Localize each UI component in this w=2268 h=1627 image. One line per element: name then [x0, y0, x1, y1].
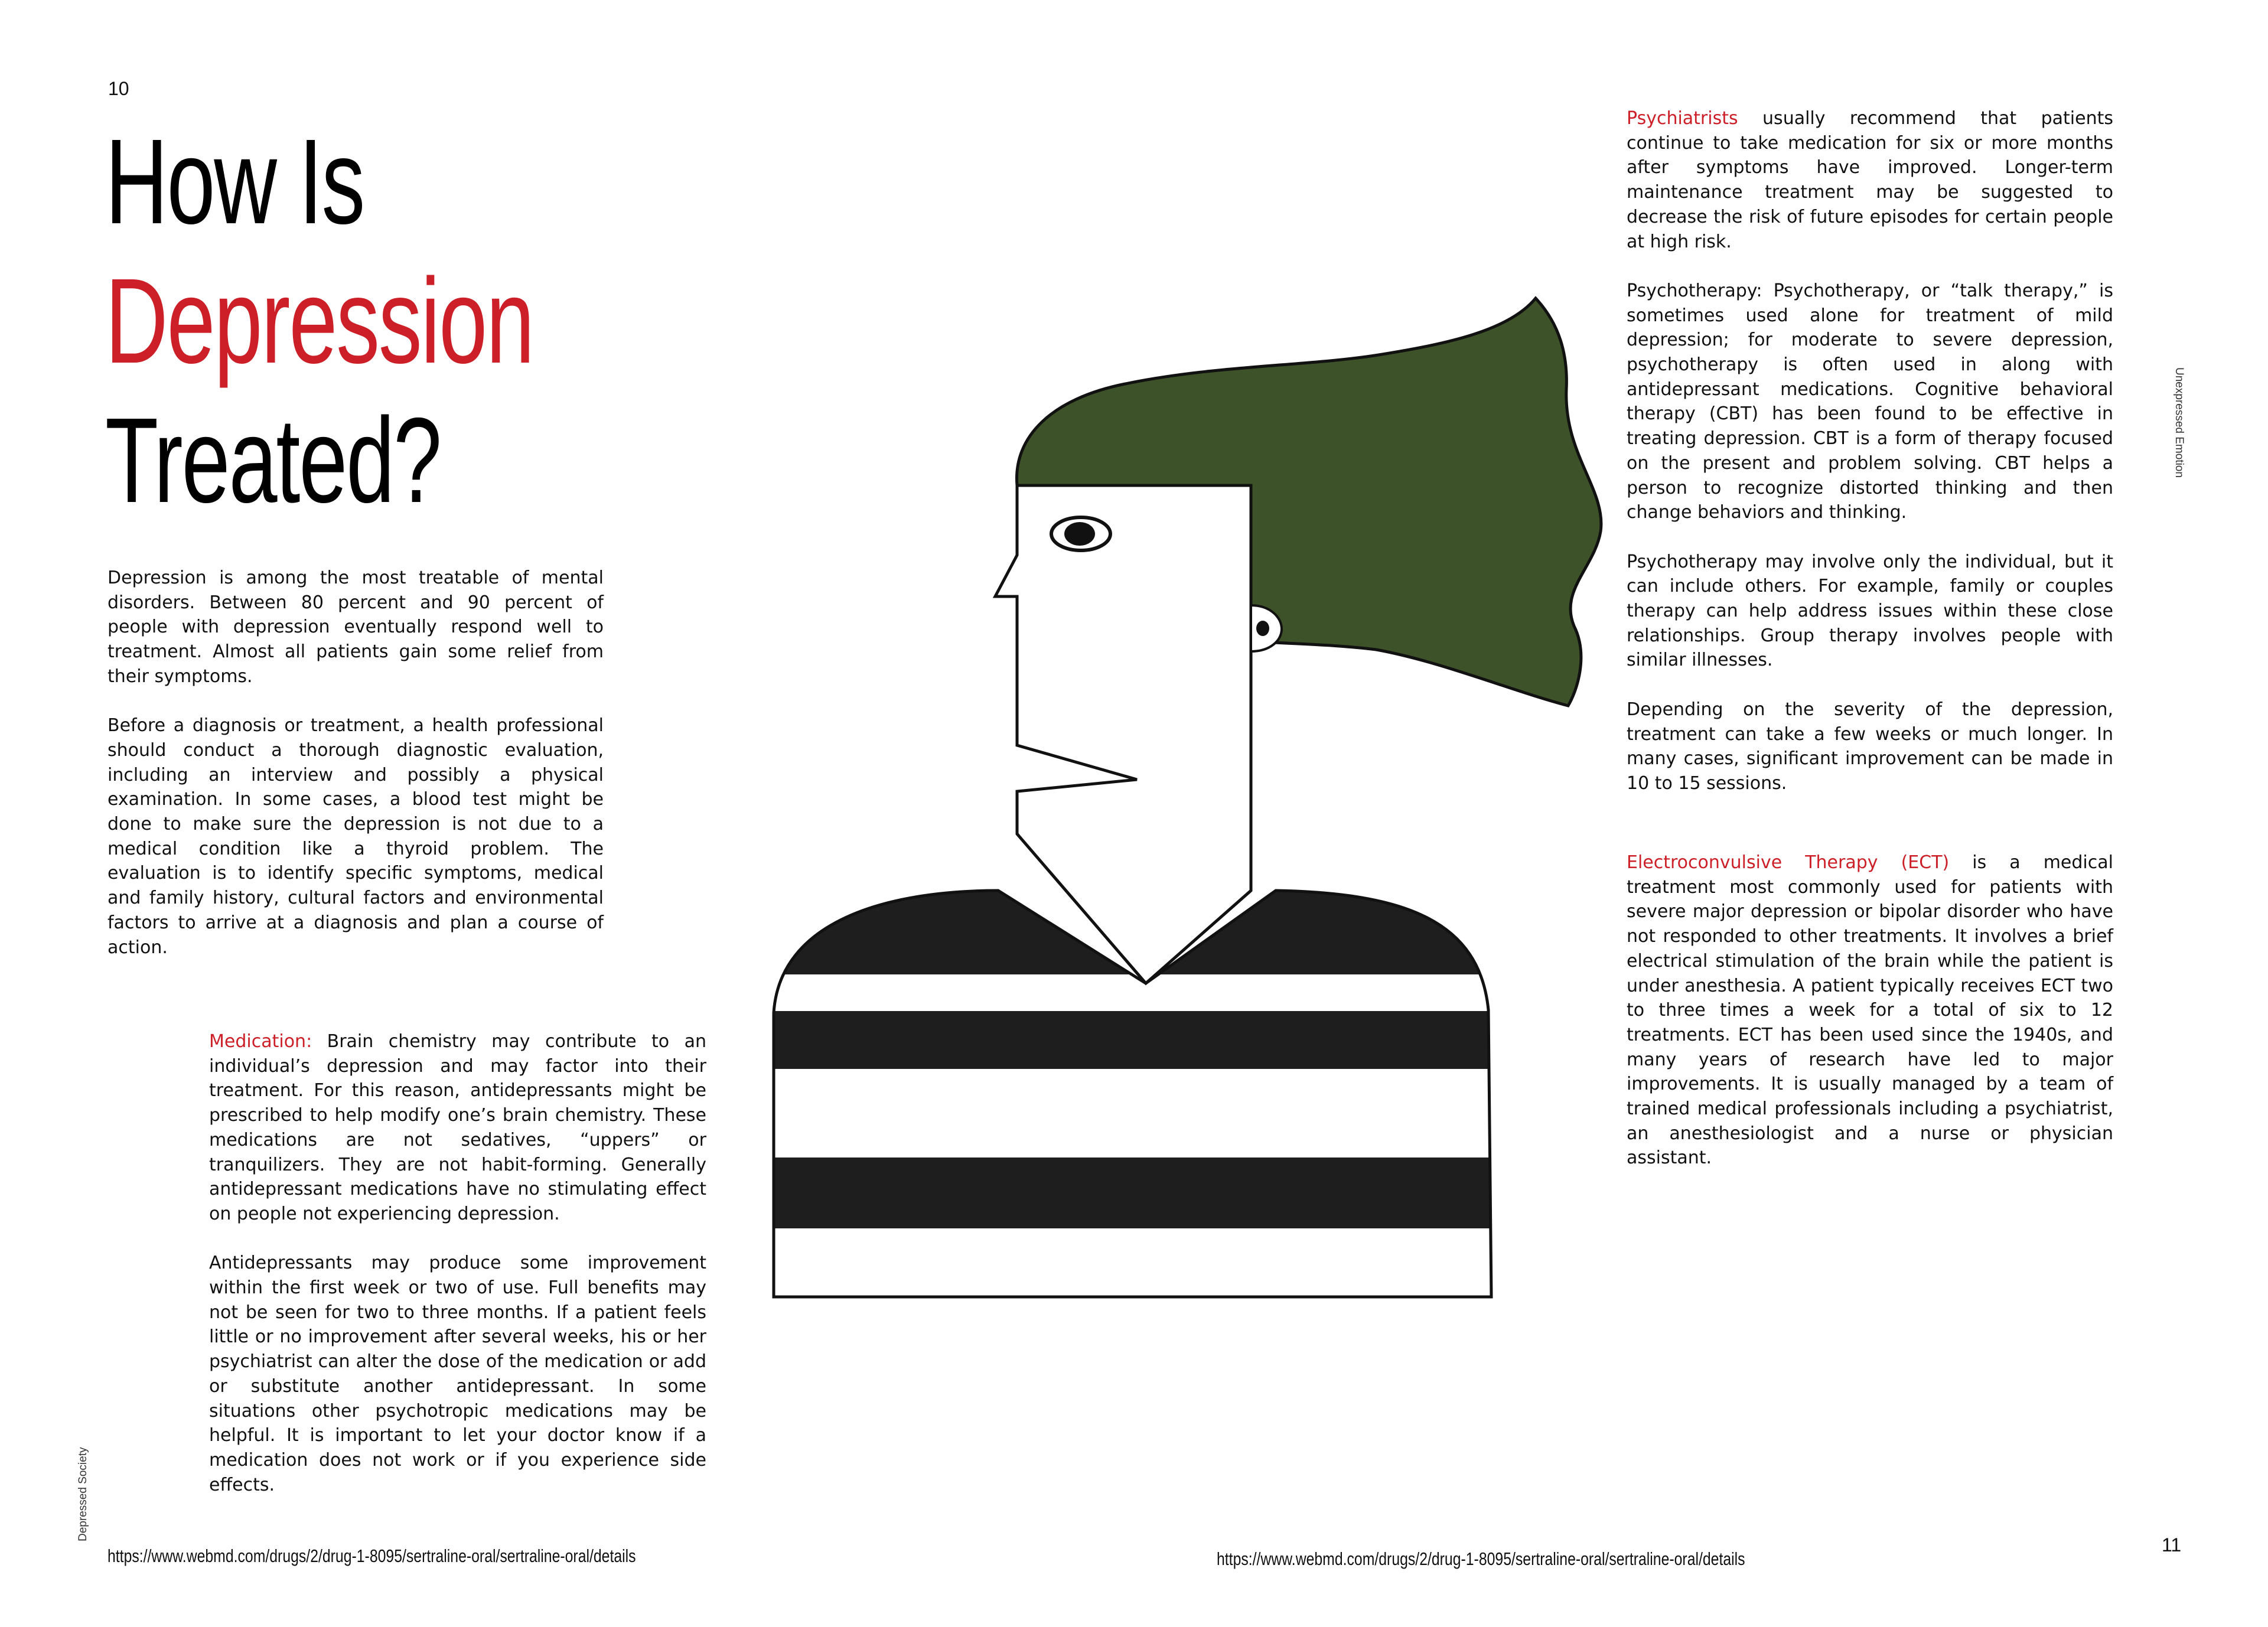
psychotherapy-paragraph: Psychotherapy: Psychotherapy, or “talk therapy,” is sometimes used alone for treatment of mild depression; for moderate to severe depression, psychotherapy is often used in along with antidepressant medications. Cognitive behavioral therapy (CBT) has been found to be effective in treating depression. CBT is a form of therapy focused on the present and problem solving. CBT helps a person to recognize distorted thinking and then change behaviors and thinking. [1627, 280, 2113, 523]
psychiatrists-text-1: usually recommend that patients continue to take medication for six or more months after symptoms have improved. Longer-term maintenance treatment may be suggested to decrease the risk of future episodes for certain people at high risk. [1627, 108, 2113, 252]
source-url-right[interactable]: https://www.webmd.com/drugs/2/drug-1-8095/sertraline-oral/sertraline-oral/details [1217, 1548, 1745, 1569]
shirt-stripe-1 [768, 886, 1500, 974]
face [995, 485, 1251, 983]
medication-paragraph-2: Antidepressants may produce some improvement within the first week or two of use. Full benefits may not be seen for two to three months. If a patient feels little or no improvement after several weeks, his or her psychiatrist can alter the dose of the medication or add or substitute another antidepressant. In some situations other psychotropic medications may be helpful. It is important to let your doctor know if a medication does not work or if you experience side effects. [209, 1253, 706, 1495]
page-title [105, 112, 533, 530]
title-line-3: Treated? [105, 393, 441, 528]
source-url-left[interactable]: https://www.webmd.com/drugs/2/drug-1-8095/sertraline-oral/sertraline-oral/details [107, 1546, 636, 1566]
ect-section [1627, 850, 2113, 1195]
ear [1251, 605, 1282, 651]
medication-label: Medication: [209, 1031, 312, 1052]
intro-paragraph-2: Before a diagnosis or treatment, a health professional should conduct a thorough diagnostic evaluation, including an interview and possibly a physical examination. In some cases, a blood test might be done to make sure the depression is not due to a medical condition like a thyroid problem. The evaluation is to identify specific symptoms, medical and family history, cultural factors and environmental factors to arrive at a diagnosis and plan a course of action. [107, 715, 604, 958]
psychiatrists-section [1627, 106, 2113, 820]
sessions-paragraph: Depending on the severity of the depression, treatment can take a few weeks or much longer. In many cases, significant improvement can be made in 10 to 15 sessions. [1627, 699, 2113, 794]
pupil [1064, 522, 1095, 546]
medication-text-1: Brain chemistry may contribute to an individual’s depression and may factor into their treatment. For this reason, antidepressants might be prescribed to help modify one’s brain chemistry. These medications are not sedatives, “uppers” or tranquilizers. They are not habit-forming. Generally antidepressant medications have no stimulating effect on people not experiencing depression. [209, 1031, 706, 1224]
ear-hole [1256, 621, 1269, 636]
eye [1051, 517, 1110, 550]
title-line-1: How Is [105, 114, 364, 249]
medication-paragraph-1 [209, 1029, 706, 1227]
page-number-left: 10 [108, 78, 129, 99]
psychiatrists-paragraph-1 [1627, 106, 2113, 254]
psychiatrists-label: Psychiatrists [1627, 108, 1738, 129]
side-label-left: Depressed Society [77, 1447, 89, 1541]
ect-text: is a medical treatment most commonly used for patients with severe major depression or bipolar disorder who have not responded to other treatments. It involves a brief electrical stimulation of the brain while the patient is under anesthesia. A patient typically receives ECT two to three times a week for a total of six to 12 treatments. ECT has been used since the 1940s, and many years of research have led to major improvements. It is usually managed by a team of trained medical professionals including a psychiatrist, an anesthesiologist and a nurse or physician assistant. [1627, 852, 2113, 1169]
ect-label: Electroconvulsive Therapy (ECT) [1627, 852, 1950, 873]
page-number-right: 11 [2162, 1534, 2182, 1556]
hair [1016, 298, 1601, 706]
title-line-2: Depression [105, 253, 533, 389]
ect-paragraph [1627, 850, 2113, 1170]
group-therapy-paragraph: Psychotherapy may involve only the individual, but it can include others. For example, family or couples therapy can help address issues within these close relationships. Group therapy involves people with similar illnesses. [1627, 551, 2113, 671]
intro-paragraph-1: Depression is among the most treatable of mental disorders. Between 80 percent and 90 percent of people with depression eventually respond well to treatment. Almost all patients gain some relief from their symptoms. [107, 568, 604, 687]
medication-section [209, 1029, 706, 1522]
shirt-stripe-2 [768, 1011, 1500, 1069]
intro-section [107, 566, 604, 984]
striped-shirt [768, 834, 1500, 1299]
shirt-stripe-3 [768, 1158, 1500, 1228]
side-label-right: Unexpressed Emotion [2173, 367, 2185, 478]
